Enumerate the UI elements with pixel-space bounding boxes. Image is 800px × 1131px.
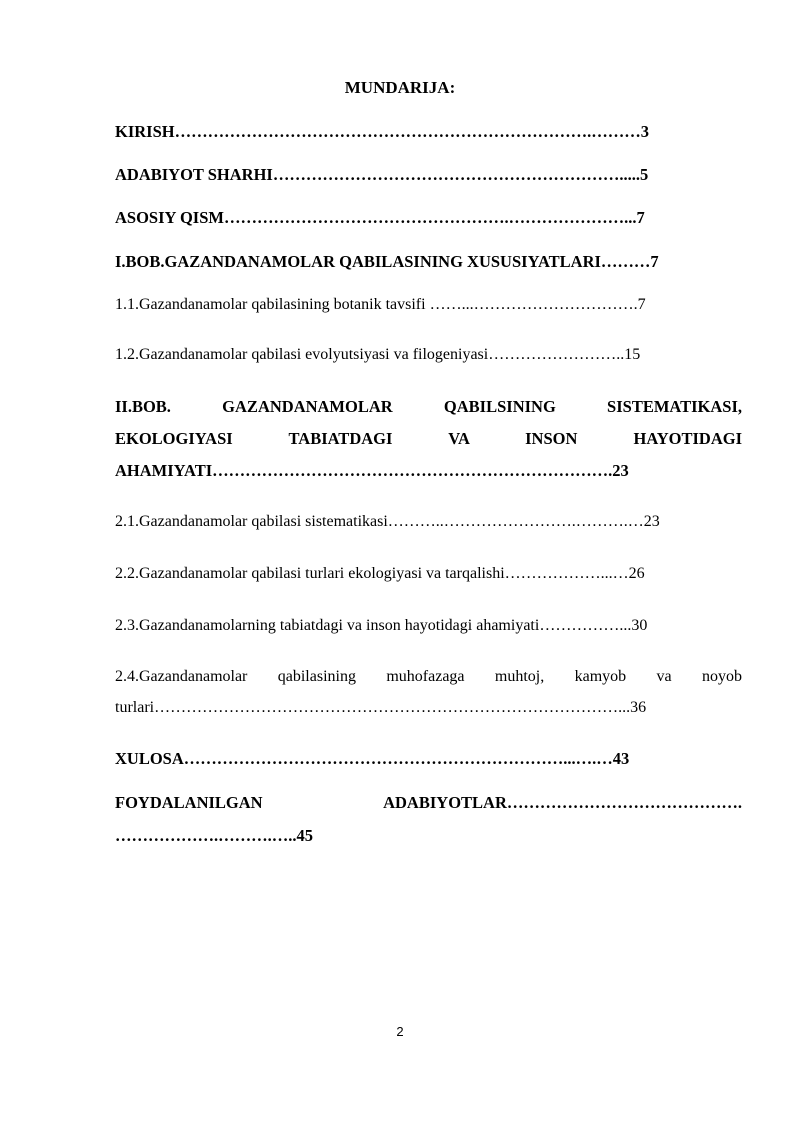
toc-entry-adabiyot-sharhi: ADABIYOT SHARHI……………………………………………………….....5 bbox=[115, 165, 649, 184]
toc-entry-chapter-2-line-3: AHAMIYATI……………………………………………………………….23 bbox=[115, 461, 629, 480]
toc-entry-section-2-4-line-2: turlari……………………………………………………………………………...36 bbox=[115, 699, 647, 716]
toc-entry-adabiyotlar-line-1: FOYDALANILGAN ADABIYOTLAR……………………………………. bbox=[115, 793, 742, 812]
toc-entry-chapter-2-line-1: II.BOB. GAZANDANAMOLAR QABILSINING SISTEMATIKASI, bbox=[115, 397, 742, 416]
toc-entry-adabiyotlar-line-2: ……………….……….…..45 bbox=[115, 826, 313, 845]
toc-entry-kirish: KIRISH………………………………………………………………….………3 bbox=[115, 122, 649, 141]
toc-entry-xulosa: XULOSA……………………………………………………………...….…43 bbox=[115, 749, 630, 768]
toc-entry-section-2-2: 2.2.Gazandanamolar qabilasi turlari ekologiyasi va tarqalishi………………...…26 bbox=[115, 565, 645, 582]
toc-entry-section-2-3: 2.3.Gazandanamolarning tabiatdagi va inson hayotidagi ahamiyati……………...30 bbox=[115, 617, 648, 634]
toc-entry-section-1-1: 1.1.Gazandanamolar qabilasining botanik tavsifi ……...………………………….7 bbox=[115, 296, 646, 313]
toc-entry-chapter-1: I.BOB.GAZANDANAMOLAR QABILASINING XUSUSIYATLARI………7 bbox=[115, 252, 659, 271]
toc-heading: MUNDARIJA: bbox=[344, 78, 456, 97]
toc-entry-section-2-4-line-1: 2.4.Gazandanamolar qabilasining muhofazaga muhtoj, kamyob va noyob bbox=[115, 668, 742, 685]
page-number: 2 bbox=[396, 1024, 404, 1039]
toc-entry-section-1-2: 1.2.Gazandanamolar qabilasi evolyutsiyasi va filogeniyasi……………………..15 bbox=[115, 346, 641, 363]
toc-entry-asosiy-qism: ASOSIY QISM…………………………………………….…………………...7 bbox=[115, 208, 645, 227]
toc-entry-chapter-2-line-2: EKOLOGIYASI TABIATDAGI VA INSON HAYOTIDAGI bbox=[115, 429, 742, 448]
toc-entry-section-2-1: 2.1.Gazandanamolar qabilasi sistematikasi………..…………………….……….…23 bbox=[115, 513, 660, 530]
